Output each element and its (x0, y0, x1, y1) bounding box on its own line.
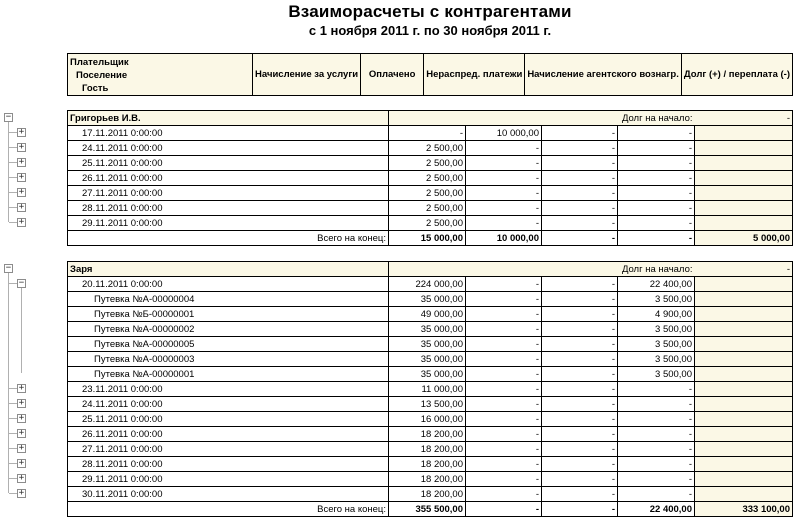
total-debt: 5 000,00 (695, 231, 793, 246)
debt-cell (695, 156, 793, 171)
unallocated-cell: - (542, 472, 618, 487)
row-date: 25.11.2011 0:00:00 (68, 156, 389, 171)
row-date: 28.11.2011 0:00:00 (68, 201, 389, 216)
row-date: 27.11.2011 0:00:00 (68, 442, 389, 457)
total-unallocated: - (542, 502, 618, 517)
group-table (67, 261, 793, 517)
unallocated-cell: - (542, 171, 618, 186)
tree-branch (9, 222, 13, 223)
unallocated-cell: - (542, 277, 618, 292)
unallocated-cell: - (542, 382, 618, 397)
agent-fee-cell: - (618, 427, 695, 442)
table-row[interactable] (68, 442, 793, 457)
debt-cell (695, 352, 793, 367)
paid-cell: - (466, 141, 542, 156)
total-debt: 333 100,00 (695, 502, 793, 517)
paid-cell: - (466, 427, 542, 442)
unallocated-cell: - (542, 141, 618, 156)
col-guest-label: Гость (82, 83, 109, 94)
unallocated-cell: - (542, 442, 618, 457)
debt-cell (695, 171, 793, 186)
accrual-cell: 13 500,00 (389, 397, 466, 412)
debt-cell (695, 337, 793, 352)
row-date: 29.11.2011 0:00:00 (68, 472, 389, 487)
table-row[interactable] (68, 457, 793, 472)
voucher-label: Путевка №А-00000002 (68, 322, 389, 337)
paid-cell: - (466, 472, 542, 487)
group-name: Григорьев И.В. (68, 111, 389, 126)
accrual-cell: 2 500,00 (389, 186, 466, 201)
debt-cell (695, 397, 793, 412)
paid-cell: - (466, 292, 542, 307)
total-accrual: 15 000,00 (389, 231, 466, 246)
agent-fee-cell: 3 500,00 (618, 322, 695, 337)
debt-cell (695, 307, 793, 322)
accrual-cell: 2 500,00 (389, 171, 466, 186)
tree-branch (9, 463, 17, 464)
debt-start-label: Долг на начало: (389, 262, 695, 277)
total-paid: - (466, 502, 542, 517)
table-row[interactable] (68, 427, 793, 442)
unallocated-cell: - (542, 292, 618, 307)
tree-branch (9, 403, 17, 404)
agent-fee-cell: 3 500,00 (618, 352, 695, 367)
paid-cell: - (466, 186, 542, 201)
table-row[interactable] (68, 141, 793, 156)
debt-cell (695, 186, 793, 201)
agent-fee-cell: 3 500,00 (618, 337, 695, 352)
accrual-cell: 18 200,00 (389, 487, 466, 502)
expand-icon[interactable]: + (18, 157, 25, 167)
debt-cell (695, 487, 793, 502)
table-row[interactable] (68, 367, 793, 382)
table-row[interactable] (68, 126, 793, 141)
row-date: 25.11.2011 0:00:00 (68, 412, 389, 427)
row-date: 24.11.2011 0:00:00 (68, 141, 389, 156)
expand-icon[interactable]: + (18, 413, 25, 423)
paid-cell: - (466, 367, 542, 382)
col-agent-fee-header: Начисление агентского вознагр. (525, 54, 682, 96)
collapse-icon[interactable]: − (5, 112, 12, 122)
paid-cell: - (466, 352, 542, 367)
unallocated-cell: - (542, 216, 618, 231)
paid-cell: - (466, 171, 542, 186)
row-date: 28.11.2011 0:00:00 (68, 457, 389, 472)
table-row[interactable] (68, 292, 793, 307)
expand-icon[interactable]: + (18, 398, 25, 408)
unallocated-cell: - (542, 397, 618, 412)
paid-cell: - (466, 322, 542, 337)
accrual-cell: 11 000,00 (389, 382, 466, 397)
accrual-cell: 18 200,00 (389, 457, 466, 472)
tree-branch (9, 207, 17, 208)
unallocated-cell: - (542, 156, 618, 171)
paid-cell: 10 000,00 (466, 126, 542, 141)
col-payer-header (68, 54, 253, 96)
row-date: 20.11.2011 0:00:00 (68, 277, 389, 292)
tree-branch (9, 418, 17, 419)
agent-fee-cell: - (618, 186, 695, 201)
voucher-label: Путевка №А-00000004 (68, 292, 389, 307)
paid-cell: - (466, 156, 542, 171)
paid-cell: - (466, 442, 542, 457)
group-name: Заря (68, 262, 389, 277)
voucher-label: Путевка №А-00000005 (68, 337, 389, 352)
tree-branch (9, 177, 17, 178)
debt-cell (695, 412, 793, 427)
debt-cell (695, 457, 793, 472)
accrual-cell: 2 500,00 (389, 156, 466, 171)
expand-icon[interactable]: + (18, 488, 25, 498)
paid-cell: - (466, 412, 542, 427)
table-row[interactable] (68, 201, 793, 216)
agent-fee-cell: - (618, 201, 695, 216)
debt-cell (695, 201, 793, 216)
paid-cell: - (466, 337, 542, 352)
row-date: 17.11.2011 0:00:00 (68, 126, 389, 141)
tree-branch (9, 478, 17, 479)
total-row (68, 231, 793, 246)
debt-cell (695, 141, 793, 156)
accrual-cell: 18 200,00 (389, 427, 466, 442)
row-date: 27.11.2011 0:00:00 (68, 186, 389, 201)
expand-icon[interactable]: + (18, 217, 25, 227)
row-date: 26.11.2011 0:00:00 (68, 427, 389, 442)
total-label: Всего на конец: (68, 231, 389, 246)
tree-branch (9, 448, 17, 449)
accrual-cell: 35 000,00 (389, 292, 466, 307)
agent-fee-cell: - (618, 412, 695, 427)
agent-fee-cell: 3 500,00 (618, 367, 695, 382)
debt-cell (695, 382, 793, 397)
expand-icon[interactable]: + (18, 443, 25, 453)
tree-line (21, 288, 22, 373)
agent-fee-cell: - (618, 472, 695, 487)
total-label: Всего на конец: (68, 502, 389, 517)
accrual-cell: 35 000,00 (389, 367, 466, 382)
table-row[interactable] (68, 277, 793, 292)
agent-fee-cell: - (618, 382, 695, 397)
table-row[interactable] (68, 382, 793, 397)
group-table (67, 110, 793, 246)
total-paid: 10 000,00 (466, 231, 542, 246)
col-unallocated-header: Нераспред. платежи (424, 54, 525, 96)
col-payer-label: Плательщик (70, 57, 129, 68)
expand-icon[interactable]: + (18, 473, 25, 483)
agent-fee-cell: - (618, 171, 695, 186)
debt-cell (695, 216, 793, 231)
unallocated-cell: - (542, 427, 618, 442)
table-row[interactable] (68, 156, 793, 171)
col-debt-header: Долг (+) / переплата (-) (681, 54, 792, 96)
unallocated-cell: - (542, 201, 618, 216)
accrual-cell: 16 000,00 (389, 412, 466, 427)
paid-cell: - (466, 216, 542, 231)
debt-cell (695, 442, 793, 457)
expand-icon[interactable]: + (18, 127, 25, 137)
unallocated-cell: - (542, 367, 618, 382)
tree-branch (9, 132, 17, 133)
table-row[interactable] (68, 171, 793, 186)
expand-icon[interactable]: + (18, 172, 25, 182)
accrual-cell: 18 200,00 (389, 442, 466, 457)
unallocated-cell: - (542, 457, 618, 472)
accrual-cell: 2 500,00 (389, 141, 466, 156)
tree-branch (9, 162, 17, 163)
paid-cell: - (466, 487, 542, 502)
group-header-row (68, 262, 793, 277)
paid-cell: - (466, 382, 542, 397)
agent-fee-cell: - (618, 487, 695, 502)
collapse-icon[interactable]: − (5, 263, 12, 273)
debt-cell (695, 472, 793, 487)
table-row[interactable] (68, 352, 793, 367)
expand-icon[interactable]: + (18, 142, 25, 152)
table-row[interactable] (68, 322, 793, 337)
debt-cell (695, 322, 793, 337)
table-row[interactable] (68, 307, 793, 322)
agent-fee-cell: - (618, 442, 695, 457)
unallocated-cell: - (542, 186, 618, 201)
agent-fee-cell: - (618, 216, 695, 231)
debt-cell (695, 126, 793, 141)
table-row[interactable] (68, 472, 793, 487)
accrual-cell: 49 000,00 (389, 307, 466, 322)
debt-cell (695, 427, 793, 442)
expand-icon[interactable]: + (18, 383, 25, 393)
voucher-label: Путевка №А-00000003 (68, 352, 389, 367)
tree-line (8, 273, 9, 493)
unallocated-cell: - (542, 352, 618, 367)
tree-branch (9, 192, 17, 193)
table-row[interactable] (68, 487, 793, 502)
report-period: с 1 ноября 2011 г. по 30 ноября 2011 г. (308, 23, 552, 38)
col-accrual-header: Начисление за услуги (253, 54, 361, 96)
agent-fee-cell: - (618, 141, 695, 156)
debt-start-value: - (695, 111, 793, 126)
col-settlement-label: Поселение (76, 70, 128, 81)
accrual-cell: 224 000,00 (389, 277, 466, 292)
paid-cell: - (466, 277, 542, 292)
debt-cell (695, 367, 793, 382)
paid-cell: - (466, 201, 542, 216)
row-date: 26.11.2011 0:00:00 (68, 171, 389, 186)
table-row[interactable] (68, 216, 793, 231)
tree-branch (9, 147, 17, 148)
total-accrual: 355 500,00 (389, 502, 466, 517)
unallocated-cell: - (542, 487, 618, 502)
accrual-cell: 35 000,00 (389, 337, 466, 352)
unallocated-cell: - (542, 322, 618, 337)
debt-cell (695, 277, 793, 292)
table-row[interactable] (68, 337, 793, 352)
unallocated-cell: - (542, 307, 618, 322)
total-unallocated: - (542, 231, 618, 246)
paid-cell: - (466, 397, 542, 412)
header-table (67, 53, 793, 96)
row-date: 30.11.2011 0:00:00 (68, 487, 389, 502)
unallocated-cell: - (542, 412, 618, 427)
accrual-cell: 35 000,00 (389, 322, 466, 337)
tree-branch (9, 493, 13, 494)
report-title: Взаиморасчеты с контрагентами (288, 2, 572, 21)
accrual-cell: 2 500,00 (389, 201, 466, 216)
agent-fee-cell: - (618, 457, 695, 472)
tree-branch (9, 388, 17, 389)
group-header-row (68, 111, 793, 126)
debt-start-label: Долг на начало: (389, 111, 695, 126)
debt-cell (695, 292, 793, 307)
paid-cell: - (466, 307, 542, 322)
agent-fee-cell: - (618, 156, 695, 171)
table-row[interactable] (68, 412, 793, 427)
table-row[interactable] (68, 397, 793, 412)
collapse-icon[interactable]: − (18, 278, 25, 288)
tree-branch (9, 433, 17, 434)
accrual-cell: - (389, 126, 466, 141)
row-date: 23.11.2011 0:00:00 (68, 382, 389, 397)
row-date: 24.11.2011 0:00:00 (68, 397, 389, 412)
accrual-cell: 18 200,00 (389, 472, 466, 487)
expand-icon[interactable]: + (18, 458, 25, 468)
expand-icon[interactable]: + (18, 428, 25, 438)
expand-icon[interactable]: + (18, 202, 25, 212)
expand-icon[interactable]: + (18, 187, 25, 197)
paid-cell: - (466, 457, 542, 472)
total-agent-fee: 22 400,00 (618, 502, 695, 517)
voucher-label: Путевка №А-00000001 (68, 367, 389, 382)
agent-fee-cell: - (618, 397, 695, 412)
row-date: 29.11.2011 0:00:00 (68, 216, 389, 231)
total-row (68, 502, 793, 517)
accrual-cell: 35 000,00 (389, 352, 466, 367)
table-row[interactable] (68, 186, 793, 201)
total-agent-fee: - (618, 231, 695, 246)
voucher-label: Путевка №Б-00000001 (68, 307, 389, 322)
accrual-cell: 2 500,00 (389, 216, 466, 231)
col-paid-header: Оплачено (361, 54, 424, 96)
debt-start-value: - (695, 262, 793, 277)
tree-branch (9, 283, 17, 284)
unallocated-cell: - (542, 126, 618, 141)
agent-fee-cell: - (618, 126, 695, 141)
unallocated-cell: - (542, 337, 618, 352)
agent-fee-cell: 22 400,00 (618, 277, 695, 292)
agent-fee-cell: 4 900,00 (618, 307, 695, 322)
agent-fee-cell: 3 500,00 (618, 292, 695, 307)
